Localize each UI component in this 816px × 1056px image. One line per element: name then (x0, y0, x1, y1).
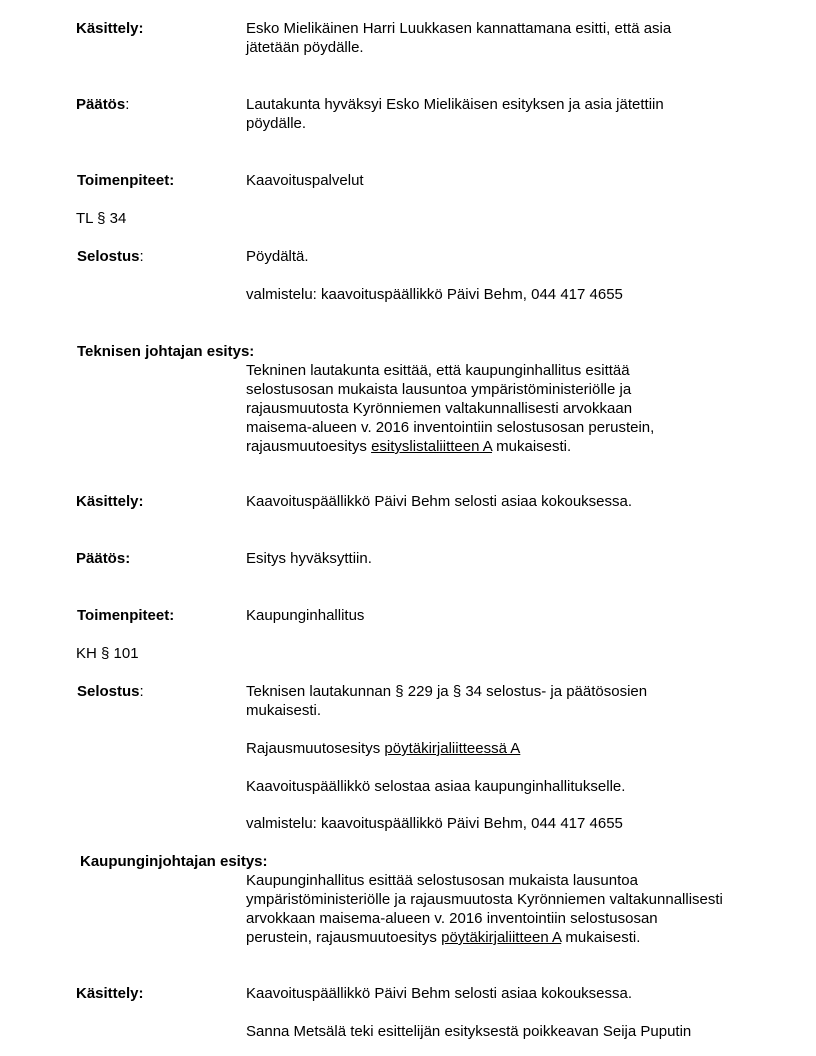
muutosesitys-text: Sanna Metsälä teki esittelijän esityksestä poikkeavan Seija Puputin (246, 1023, 692, 1040)
valmistelu-text: valmistelu: kaavoituspäällikkö Päivi Behm, 044 417 4655 (246, 815, 623, 832)
toimenpiteet-text: Kaavoituspalvelut (246, 172, 364, 189)
selostus-label-colon: : (139, 683, 144, 700)
selostus-text: Pöydältä. (246, 248, 309, 265)
selostus-label-colon: : (139, 248, 144, 265)
paatos-text: Esitys hyväksyttiin. (246, 550, 372, 567)
toimenpiteet-text: Kaupunginhallitus (246, 607, 365, 624)
selostus-text: Teknisen lautakunnan § 229 ja § 34 selostus- ja päätösosien mukaisesti. (246, 683, 648, 719)
paatos-text: Lautakunta hyväksyi Esko Mielikäisen esityksen ja asia jätettiin pöydälle. (246, 96, 664, 132)
kaupunginjohtajan-text-part1: Kaupunginhallitus esittää selostusosan mukaista lausuntoa ympäristöministeriölle ja rajausmuutosta Kyrönniemen valtakunnallisesti arvokkaan maisema-alueen v. 2016 inventointiin selostusosan perustein, rajausmuutoesitys (246, 872, 723, 946)
kasittely-label: Käsittely: (76, 20, 144, 37)
selostaa-text: Kaavoituspäällikkö selostaa asiaa kaupunginhallitukselle. (246, 778, 626, 795)
kasittely-label: Käsittely: (76, 493, 144, 510)
teknisen-text-part2: mukaisesti. (491, 438, 572, 455)
kasittely-label: Käsittely: (76, 985, 144, 1002)
kaupunginjohtajan-esitys-text (246, 871, 726, 947)
kasittely-text: Esko Mielikäinen Harri Luukkasen kannattamana esitti, että asia jätetään pöydälle. (246, 20, 672, 56)
kasittely-text: Kaavoituspäällikkö Päivi Behm selosti asiaa kokouksessa. (246, 985, 633, 1002)
paatos-label-bold: Päätös (76, 96, 126, 113)
valmistelu-text: valmistelu: kaavoituspäällikkö Päivi Behm, 044 417 4655 (246, 286, 623, 303)
paatos-label (76, 95, 129, 114)
toimenpiteet-label: Toimenpiteet: (77, 172, 175, 189)
teknisen-johtajan-esitys-text (246, 361, 696, 456)
teknisen-johtajan-esitys-label: Teknisen johtajan esitys: (77, 343, 255, 360)
kaupunginjohtajan-esitys-label: Kaupunginjohtajan esitys: (80, 853, 268, 870)
rajausmuutosesitys-text (246, 739, 746, 758)
kasittely-text: Kaavoituspäällikkö Päivi Behm selosti asiaa kokouksessa. (246, 493, 633, 510)
selostus-label-bold: Selostus (77, 683, 140, 700)
selostus-label (77, 682, 144, 701)
rajausmuutosesitys-prefix: Rajausmuutosesitys (246, 740, 385, 757)
kh-section-ref: KH § 101 (76, 645, 139, 662)
paatos-label: Päätös: (76, 550, 131, 567)
selostus-label (77, 247, 144, 266)
teknisen-text-part1: Tekninen lautakunta esittää, että kaupunginhallitus esittää selostusosan mukaista lausuntoa ympäristöministeriölle ja rajausmuutosta Kyrönniemen valtakunnallisesti arvokkaan maisema-alueen v. 2016 inventointiin selostusosan perustein, rajausmuutoesitys (246, 362, 655, 455)
kaupunginjohtajan-text-part2: mukaisesti. (561, 929, 641, 946)
paatos-label-colon: : (125, 96, 130, 113)
selostus-label-bold: Selostus (77, 248, 140, 265)
tl-section-ref: TL § 34 (76, 210, 127, 227)
esityslistaliite-link[interactable]: esityslistaliitteen A (371, 438, 492, 455)
poytakirjaliite-link[interactable]: pöytäkirjaliitteessä A (384, 740, 521, 757)
toimenpiteet-label: Toimenpiteet: (77, 607, 175, 624)
poytakirjaliite-link[interactable]: pöytäkirjaliitteen A (441, 929, 562, 946)
